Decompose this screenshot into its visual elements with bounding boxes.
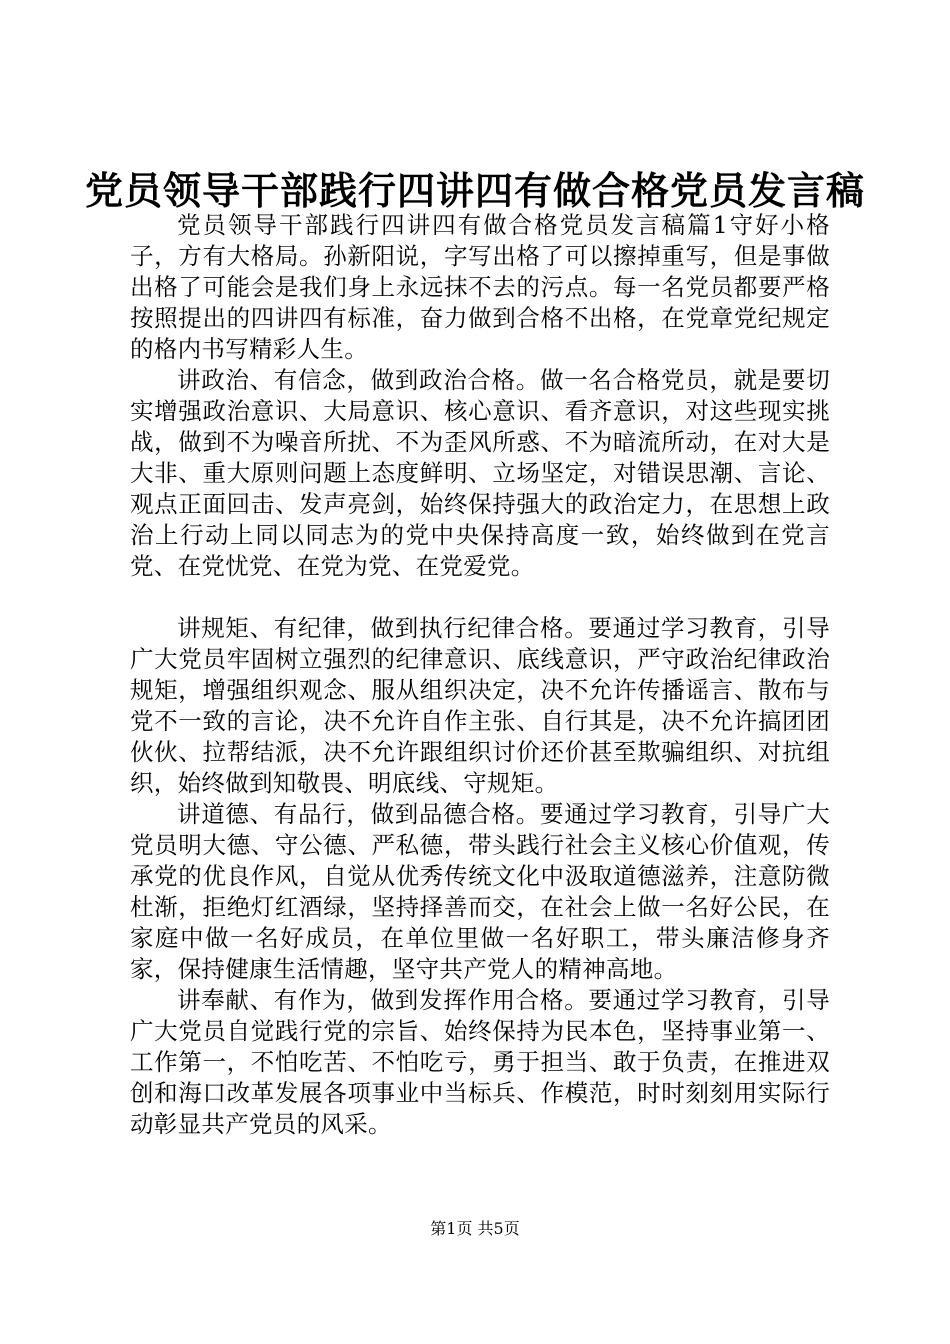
- paragraph-morality: 讲道德、有品行，做到品德合格。要通过学习教育，引导广大党员明大德、守公德、严私德，带头践行社会主义核心价值观，传承党的优良作风，自觉从优秀传统文化中汲取道德滋养，注意防微杜渐，拒绝灯红酒绿，坚持择善而交，在社会上做一名好公民，在家庭中做一名好成员，在单位里做一名好职工，带头廉洁修身齐家，保持健康生活情趣，坚守共产党人的精神高地。: [130, 800, 830, 983]
- paragraph-intro: 党员领导干部践行四讲四有做合格党员发言稿篇1守好小格子，方有大格局。孙新阳说，字写出格了可以擦掉重写，但是事做出格了可能会是我们身上永远抹不去的污点。每一名党员都要严格按照提出的四讲四有标准，奋力做到合格不出格，在党章党纪规定的格内书写精彩人生。: [130, 211, 830, 363]
- paragraph-politics: 讲政治、有信念，做到政治合格。做一名合格党员，就是要切实增强政治意识、大局意识、核心意识、看齐意识，对这些现实挑战，做到不为噪音所扰、不为歪风所惑、不为暗流所动，在对大是大非、重大原则问题上态度鲜明、立场坚定，对错误思潮、言论、观点正面回击、发声亮剑，始终保持强大的政治定力，在思想上政治上行动上同以同志为的党中央保持高度一致，始终做到在党言党、在党忧党、在党为党、在党爱党。: [130, 366, 830, 580]
- page-title: 党员领导干部践行四讲四有做合格党员发言稿: [84, 168, 865, 213]
- page-footer: 第1页 共5页: [430, 1219, 520, 1238]
- paragraph-dedication: 讲奉献、有作为，做到发挥作用合格。要通过学习教育，引导广大党员自觉践行党的宗旨、始终保持为民本色，坚持事业第一、工作第一，不怕吃苦、不怕吃亏，勇于担当、敢于负责，在推进双创和海口改革发展各项事业中当标兵、作模范，时时刻刻用实际行动彰显共产党员的风采。: [130, 986, 830, 1138]
- paragraph-discipline: 讲规矩、有纪律，做到执行纪律合格。要通过学习教育，引导广大党员牢固树立强烈的纪律意识、底线意识，严守政治纪律政治规矩，增强组织观念、服从组织决定，决不允许传播谣言、散布与党不一致的言论，决不允许自作主张、自行其是，决不允许搞团团伙伙、拉帮结派，决不允许跟组织讨价还价甚至欺骗组织、对抗组织，始终做到知敬畏、明底线、守规矩。: [130, 614, 830, 797]
- document-body: [130, 210, 830, 1140]
